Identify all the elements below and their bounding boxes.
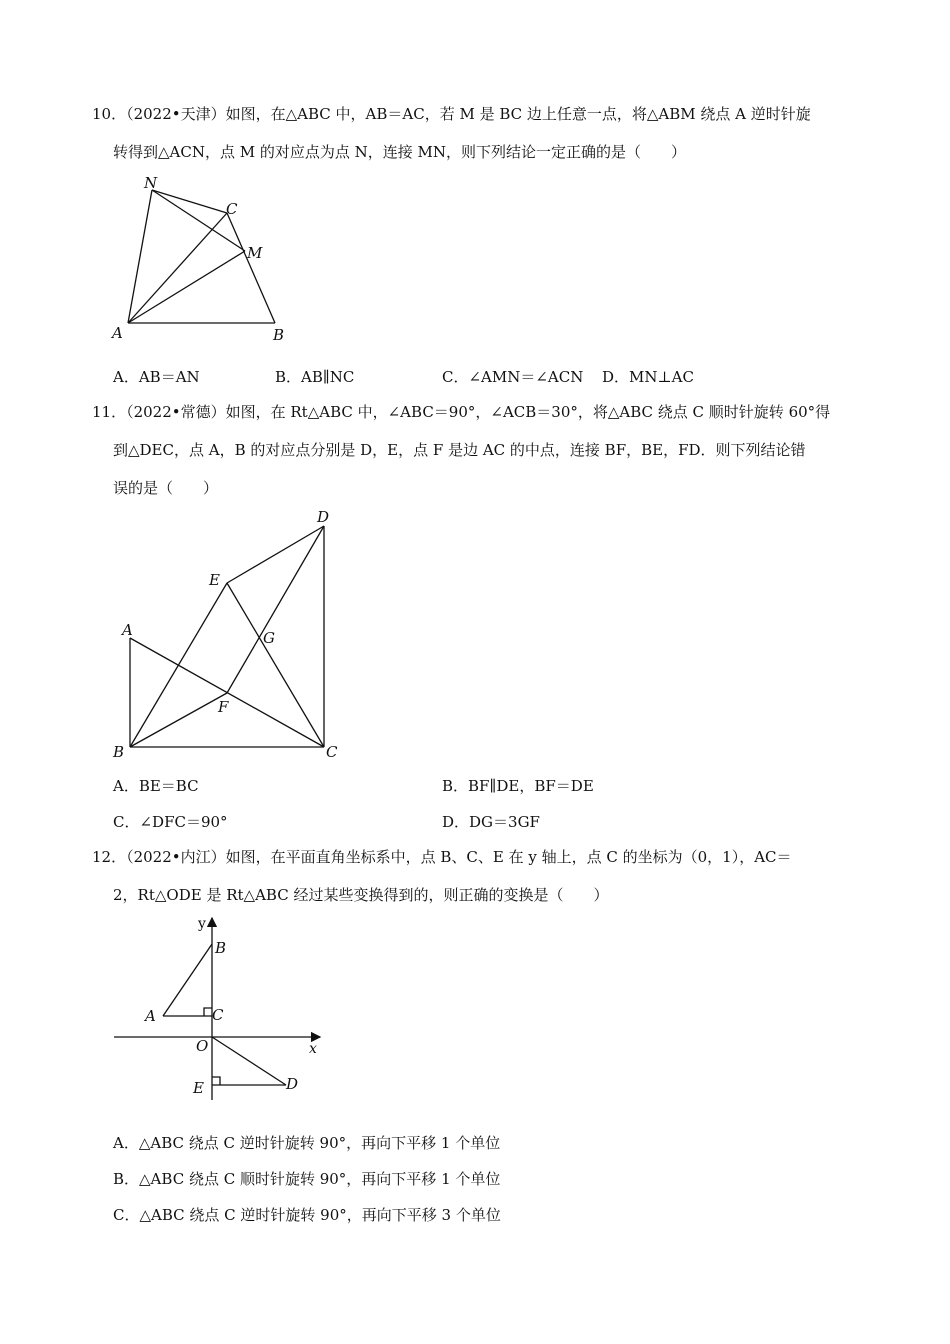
q11-label-d: D [317,508,330,526]
q11-figure [105,505,355,765]
q10-segment-bc [227,213,275,323]
q11-text-line2: 到△DEC，点 A，B 的对应点分别是 D，E，点 F 是边 AC 的中点，连接 BF，BE，FD．则下列结论错 [113,441,806,459]
q10-label-n: N [144,174,158,192]
q12-label-c: C [212,1006,224,1024]
q10-label-b: B [273,326,285,344]
q11-option-a: A．BE＝BC [113,777,199,795]
q12-option-a: A．△ABC 绕点 C 逆时针旋转 90°，再向下平移 1 个单位 [113,1134,501,1152]
q10-text-line1: 10．（2022•天津）如图，在△ABC 中，AB＝AC，若 M 是 BC 边上任意一点，将△ABM 绕点 A 逆时针旋 [92,105,811,123]
q12-label-x: x [309,1041,317,1057]
q11-option-c: C．∠DFC＝90° [113,813,228,831]
q10-label-a: A [112,324,123,342]
q12-segment-ab [163,944,212,1016]
q12-text-line1: 12．（2022•内江）如图，在平面直角坐标系中，点 B、C、E 在 y 轴上，点 C 的坐标为（0，1），AC＝ [92,848,792,866]
q11-option-d: D．DG＝3GF [442,813,540,831]
q11-label-b: B [113,743,125,761]
q11-segment-de [227,526,324,583]
q11-label-c: C [326,743,338,761]
q10-option-c: C．∠AMN＝∠ACN [442,368,584,386]
q11-segment-be [130,583,227,747]
q12-option-b: B．△ABC 绕点 C 顺时针旋转 90°，再向下平移 1 个单位 [113,1170,501,1188]
q11-label-a: A [122,621,133,639]
q11-label-e: E [209,571,220,589]
q12-label-b: B [215,939,227,957]
q12-label-d: D [286,1075,299,1093]
q12-text-line2: 2，Rt△ODE 是 Rt△ABC 经过某些变换得到的，则正确的变换是（ ） [113,886,609,904]
q11-option-b: B．BF∥DE，BF＝DE [442,777,594,795]
q12-right-angle-c [204,1008,212,1016]
q12-label-y: y [198,916,206,932]
q12-option-c: C．△ABC 绕点 C 逆时针旋转 90°，再向下平移 3 个单位 [113,1206,501,1224]
q10-label-c: C [226,200,238,218]
q11-segment-ec [227,583,324,747]
q12-segment-od [212,1037,286,1085]
q10-segment-an [128,190,152,323]
q11-segment-bf [130,693,227,747]
q10-segment-nc [152,190,227,213]
q11-segment-fd [227,526,324,693]
q11-text-line3: 误的是（ ） [113,479,219,497]
q12-label-a: A [145,1007,156,1025]
q10-option-a: A．AB＝AN [113,368,200,386]
q10-figure [100,168,310,348]
q10-segment-am [128,251,245,323]
q11-label-f: F [218,698,229,716]
q10-option-d: D．MN⊥AC [602,368,694,386]
q10-text-line2: 转得到△ACN，点 M 的对应点为点 N，连接 MN，则下列结论一定正确的是（ ） [113,143,687,161]
q11-text-line1: 11．（2022•常德）如图，在 Rt△ABC 中，∠ABC＝90°，∠ACB＝30°，将△ABC 绕点 C 顺时针旋转 60°得 [92,403,831,421]
q12-label-e: E [193,1079,204,1097]
q12-right-angle-e [212,1077,220,1085]
q12-label-o: O [196,1037,209,1055]
q10-label-m: M [247,244,263,262]
q12-figure [108,910,338,1110]
q11-label-g: G [263,629,275,647]
q10-option-b: B．AB∥NC [275,368,355,386]
